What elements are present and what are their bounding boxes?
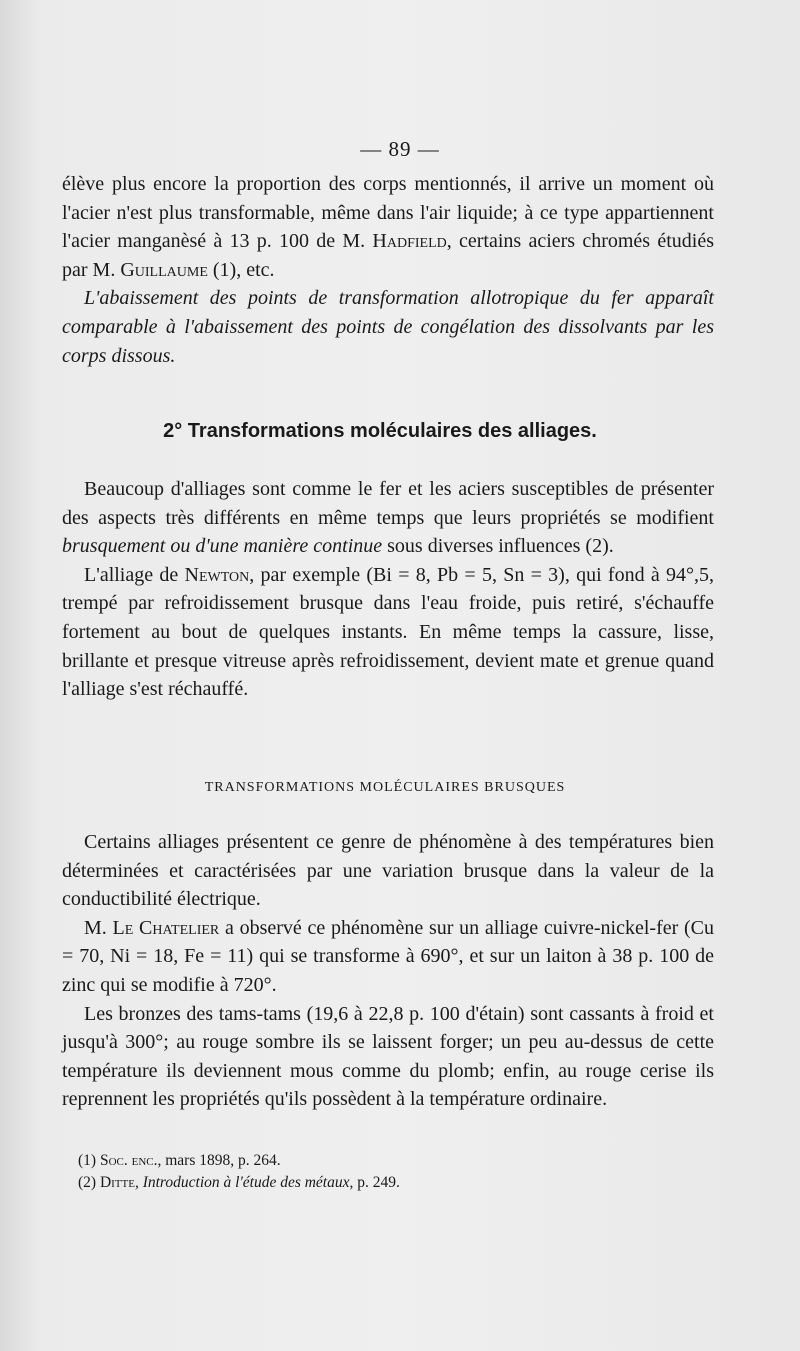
paragraph-le-chatelier	[62, 914, 714, 1000]
paragraph-text	[62, 170, 714, 284]
footnote-source: Soc. enc.	[99, 1152, 158, 1169]
paragraph-text	[62, 475, 714, 561]
paragraph-text: Certains alliages présentent ce genre de phénomène à des températures bien déterminées et caractérisées par une variation brusque dans la valeur de la conductibilité électrique.	[62, 831, 714, 911]
text-run: , par exemple (Bi = 8, Pb = 5, Sn = 3), qui fond à 94°,5, trempé par refroidissement brusque dans l'eau froide, puis retiré, s'échauffe fortement au bout de quelques instants. En même temps la cassure, lisse, brillante et presque vitreuse après refroidissement, devient mate et grenue quand l'alliage s'est réchauffé.	[62, 563, 714, 701]
footnote-title: , Introduction à l'étude des métaux	[134, 1174, 350, 1191]
italic-text: L'abaissement des points de transformation allotropique du fer apparaît comparable à l'abaissement des points de congélation des dissolvants par les corps dissous.	[62, 287, 714, 367]
page-number: — 89 —	[360, 137, 440, 161]
text-run: a observé ce phénomène sur un alliage cuivre-nickel-fer (Cu = 70, Ni = 18, Fe = 11) qui se transforme à 690°, et sur un laiton à 38 p. 100 de zinc qui se modifie à 720°.	[62, 916, 715, 996]
footnote-text: , p. 249.	[349, 1174, 400, 1191]
paragraph-italic-conclusion	[62, 284, 714, 370]
footnote-1	[78, 1150, 678, 1172]
footnote-author: Ditte	[99, 1174, 135, 1191]
paragraph-bronzes: Les bronzes des tams-tams (19,6 à 22,8 p. 100 d'étain) sont cassants à froid et jusqu'à 300°; au rouge sombre ils se laissent forger; un peu au-dessus de cette température ils deviennent mous comme du plomb; enfin, au rouge cerise ils reprennent les propriétés qu'ils possèdent à la température ordinaire.	[62, 1002, 714, 1111]
text-run: L'alliage de	[84, 563, 185, 586]
author-name: Guillaume	[120, 258, 208, 281]
text-run: (1), etc.	[207, 258, 275, 281]
footnote-text: , mars 1898, p. 264.	[157, 1152, 281, 1169]
italic-text: brusquement ou d'une manière continue	[62, 535, 383, 558]
paragraph-sudden-transformations	[62, 828, 714, 1114]
footnote-2	[78, 1172, 678, 1194]
author-name: Le Chatelier	[112, 916, 220, 939]
text-run: Beaucoup d'alliages sont comme le fer et les aciers susceptibles de présenter des aspects très différents en même temps que leurs propriétés se modifient	[62, 478, 714, 529]
footnotes	[78, 1150, 678, 1194]
footnote-number: (1)	[78, 1152, 100, 1169]
author-name: Newton	[184, 563, 250, 586]
subsection-heading: TRANSFORMATIONS MOLÉCULAIRES BRUSQUES	[204, 780, 566, 795]
paragraph-steel-transformation	[62, 170, 714, 370]
paragraph-newton-alloy	[62, 561, 714, 704]
text-run: M.	[84, 916, 113, 939]
author-name: Hadfield	[372, 230, 447, 253]
text-run: , certains aciers chromés étudiés par M.	[62, 230, 714, 281]
section-heading: 2° Transformations moléculaires des alliages.	[163, 420, 597, 442]
paragraph-alloys-intro	[62, 475, 714, 704]
text-run: sous diverses influences (2).	[382, 535, 614, 558]
text-run: élève plus encore la proportion des corps mentionnés, il arrive un moment où l'acier n'est plus transformable, même dans l'air liquide; à ce type appartiennent l'acier manganèsé à 13 p. 100 de M.	[62, 173, 714, 253]
footnote-number: (2)	[78, 1174, 100, 1191]
